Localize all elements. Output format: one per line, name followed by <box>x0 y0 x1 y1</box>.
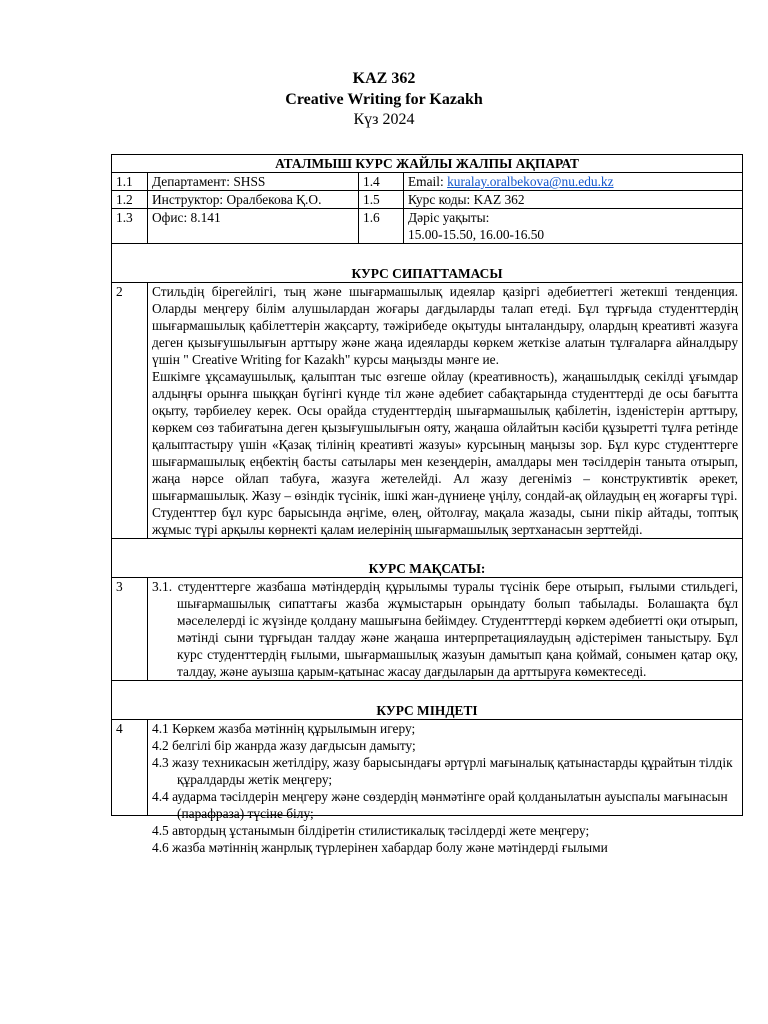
tasks-cell <box>148 720 743 855</box>
row-number: 1.3 <box>112 209 148 244</box>
course-title: Creative Writing for Kazakh <box>285 91 483 108</box>
list-item: 4.3 жазу техникасын жетілдіру, жазу барысындағы әртүрлі мағыналық қатынастарды құрайтын тілдік құралдарды жетік меңгеру; <box>152 755 733 787</box>
goals-row <box>112 578 743 681</box>
section-number: 2 <box>112 283 148 539</box>
description-paragraph: Ешкімге ұқсамаушылық, қалыптан тыс өзгеше ойлау (креативность), жаңашылдық секілді ұғымдар алдыңғы орынға шыққан бүгінгі күнде тіл және әдебиет сабақтарында студенттерді де осы бағытта оқыту, тәрбиелеу керек. Осы орайда студенттердің шығармашылық қабілетін, ізденістерін арттыру, көркем сөз табиғатына деген қызығушылығын ояту, жаңаша ойлайтын кәсіби құзыретті тұлға ретінде қалыптастыру үшін «Қазақ тілінің креативті жазуы» курсының маңызы зор. Бұл курс студенттерге шығармашылық еңбектің басты сатылары мен кезеңдерін, амалдары мен тәсілдерін таныта отырып, жаңа нәрсе ойлап табуға, жазуға жетелейді. Ал жазу дегеніміз – конструктивтік әрекет, шығармашылық. Жазу – өзіндік түсінік, ішкі жан-дүниеңе үңілу, сондай-ақ ойлаудың ең жоғарғы түрі. <box>152 369 739 503</box>
email-label: Email: <box>408 174 448 189</box>
section-number: 4 <box>112 720 148 816</box>
row-number: 1.1 <box>112 173 148 191</box>
email-cell <box>404 173 743 191</box>
goals-cell <box>148 578 743 681</box>
course-term: Күз 2024 <box>353 111 415 128</box>
table-row <box>112 209 743 244</box>
syllabus-table <box>111 154 743 855</box>
description-row <box>112 283 743 539</box>
table-row <box>112 191 743 209</box>
list-item: 4.2 белгілі бір жанрда жазу дағдысын дамыту; <box>152 738 416 753</box>
list-item: 4.6 жазба мәтіннің жанрлық түрлерінен хабардар болу және мәтіндерді ғылыми <box>152 840 608 855</box>
section-number: 3 <box>112 578 148 681</box>
description-header-row <box>112 244 743 283</box>
department-cell: Департамент: SHSS <box>148 173 359 191</box>
lecture-time-cell <box>404 209 743 244</box>
goal-text: 3.1. студенттерге жазбаша мәтіндердің құрылымы туралы түсінік бере отырып, ғылыми стильдегі, шығармашылық сипаттағы жазба жұмыстарын орындату болып табылады. Болашақта бұл мәселелерді іс жүзінде қолдану машығына бейімдеу. Студентттерді көркем әдебиетті оқи отырып, мәтінді сыни тұрғыдан талдау және жаңаша интерпретациялаудың әдістерімен таныстыру. Бұл курс студенттердің ғылыми, шығармашылық жазуын дамытып қана қоймай, сонымен қатар оқу, талдау, және ауызша қарым-қатынас жасау дағдыларын да арттыруға көмектеседі. <box>152 579 739 679</box>
course-code: KAZ 362 <box>352 70 416 87</box>
description-paragraph: Студенттер бұл курс барысында әңгіме, өлең, ойтолғау, мақала жазады, сыни пікір айтады, топтық жұмыс түрі арқылы көрнекті қалам иелерінің шығармашылық зертханасын зерттейді. <box>152 505 739 537</box>
instructor-cell: Инструктор: Оралбекова Қ.О. <box>148 191 359 209</box>
course-code-cell: Курс коды: KAZ 362 <box>404 191 743 209</box>
office-cell: Офис: 8.141 <box>148 209 359 244</box>
table-row <box>112 173 743 191</box>
email-link[interactable]: kuralay.oralbekova@nu.edu.kz <box>447 174 614 189</box>
goals-header-row <box>112 539 743 578</box>
list-item: 4.1 Көркем жазба мәтіннің құрылымын игеру; <box>152 721 416 736</box>
description-text <box>148 283 743 539</box>
description-title: КУРС СИПАТТАМАСЫ <box>112 244 743 283</box>
row-number: 1.4 <box>359 173 404 191</box>
row-number: 1.5 <box>359 191 404 209</box>
goals-title: КУРС МАҚСАТЫ: <box>112 539 743 578</box>
tasks-title: КУРС МІНДЕТІ <box>112 681 743 720</box>
general-info-title: АТАЛМЫШ КУРС ЖАЙЛЫ ЖАЛПЫ АҚПАРАТ <box>112 155 743 173</box>
description-paragraph: Стильдің бірегейлігі, тың және шығармашылық идеялар қазіргі әдебиеттегі жетекші тенденция. Оларды меңгеру білім алушылардан жоғары дағдыларды талап етеді. Бұл тұрғыда студенттердің шығармашылық қабілеттерін жақсарту, тәжірибеде оқытуды ынталандыру, олардың креативті жазуға деген қызығушылығын арттыру және жаңа идеяларды көркем жеткізе алатын тұлғаларға айналдыру үшін " Creative Writing for Kazakh" курсы маңызды мәнге ие. <box>152 284 739 367</box>
lecture-time-label: Дәріс уақыты: <box>408 210 490 225</box>
tasks-list <box>152 720 738 855</box>
tasks-header-row <box>112 681 743 720</box>
list-item: 4.5 автордың ұстанымын білдіретін стилистикалық тәсілдерді жете меңгеру; <box>152 823 590 838</box>
row-number: 1.6 <box>359 209 404 244</box>
tasks-row <box>112 720 743 816</box>
list-item: 4.4 аударма тәсілдерін меңгеру және сөздердің мәнмәтінге орай қолданылатын ауыспалы мағынасын (парафраза) түсіне білу; <box>152 789 728 821</box>
lecture-time-value: 15.00-15.50, 16.00-16.50 <box>408 227 545 242</box>
row-number: 1.2 <box>112 191 148 209</box>
general-info-header-row <box>112 155 743 173</box>
